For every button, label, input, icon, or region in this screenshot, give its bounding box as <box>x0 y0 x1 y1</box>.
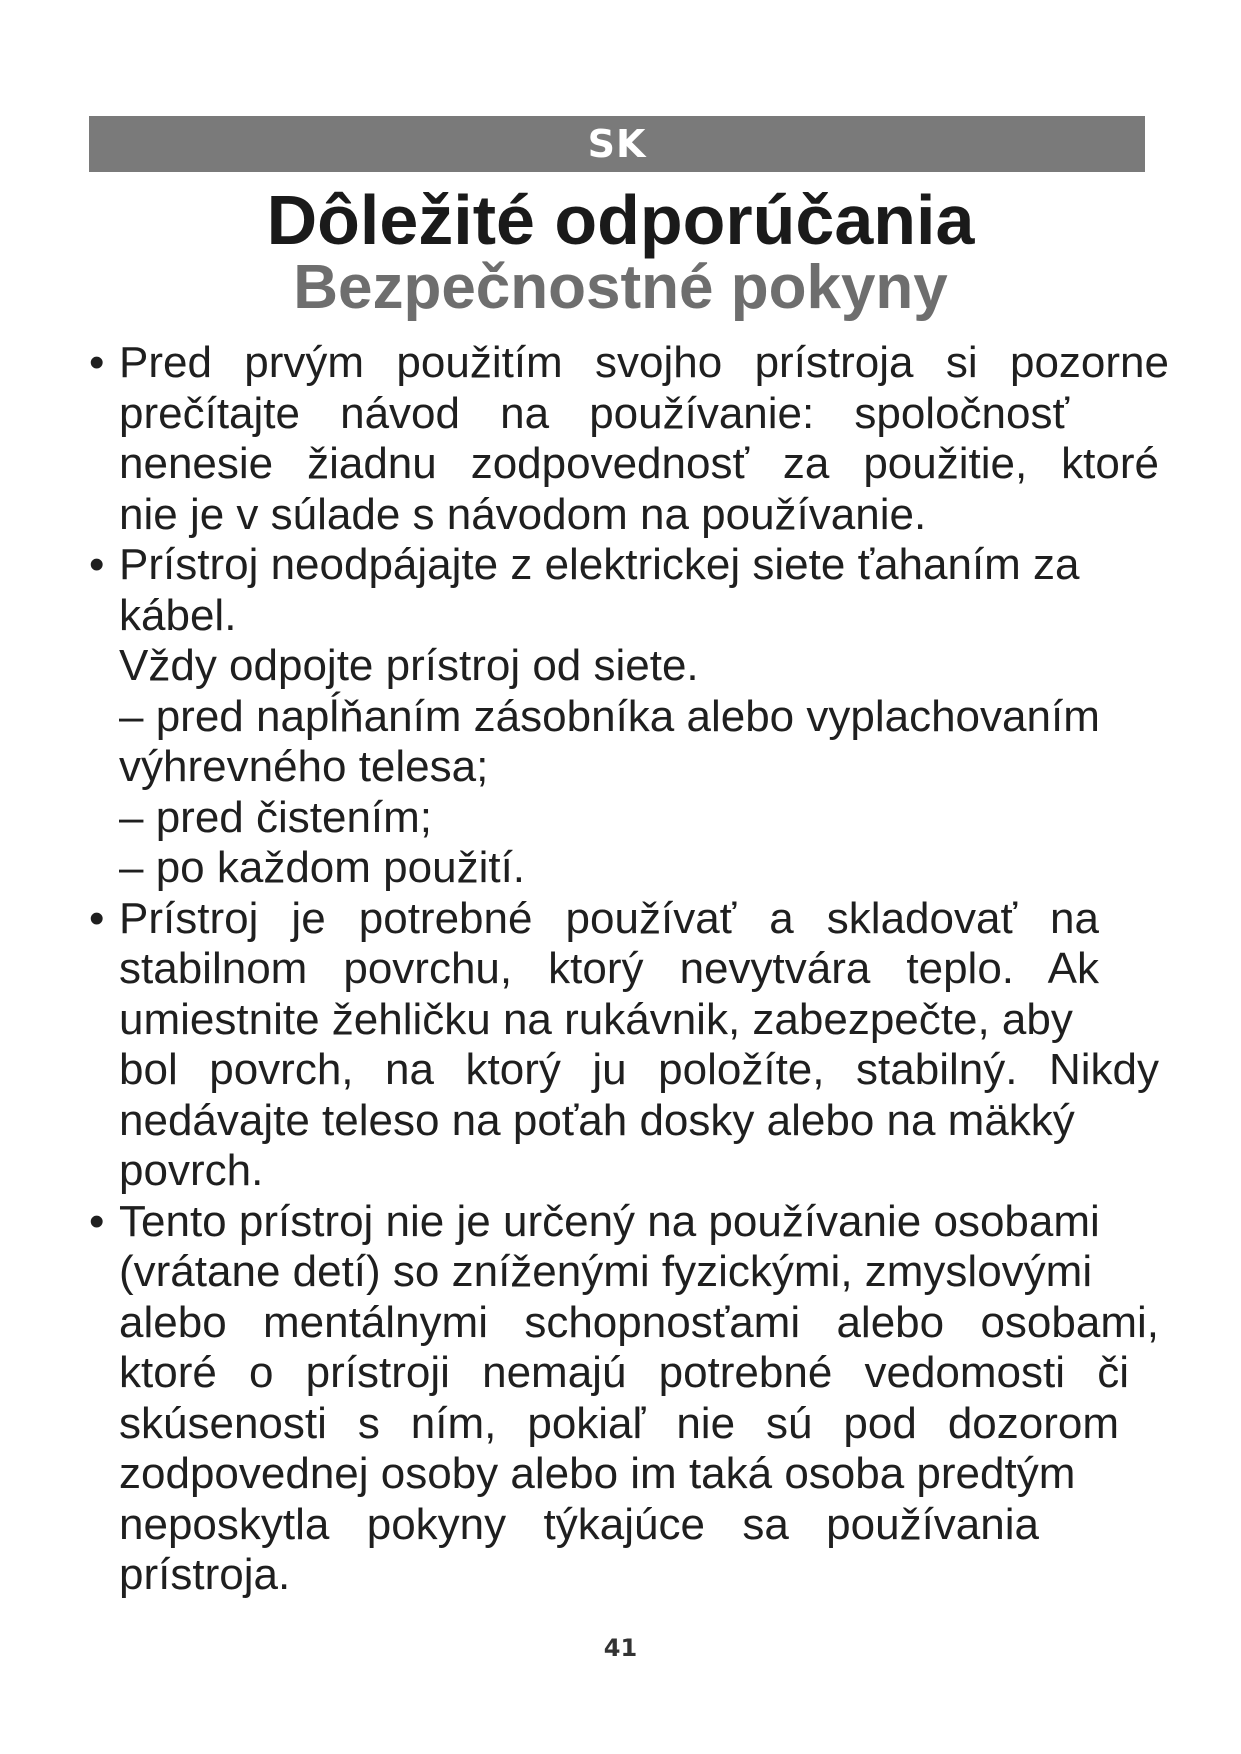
text-line: povrch. <box>119 1146 264 1195</box>
list-item <box>89 540 1169 894</box>
bullet-icon: • <box>89 1196 105 1246</box>
bullet-icon: • <box>89 893 105 943</box>
text-line: Prístroj je potrebné používať a skladovať na <box>119 893 1099 943</box>
page-subtitle: Bezpečnostné pokyny <box>293 253 948 322</box>
page-number: 41 <box>603 1634 638 1662</box>
text-line: skúsenosti s ním, pokiaľ nie sú pod dozorom <box>119 1398 1119 1448</box>
text-line: Tento prístroj nie je určený na používanie osobami <box>119 1196 1100 1246</box>
list-item <box>89 894 1169 1197</box>
page-title: Dôležité odporúčania <box>266 181 975 259</box>
text-line: stabilnom povrchu, ktorý nevytvára teplo. Ak <box>119 944 1099 993</box>
safety-instructions-list <box>89 338 1169 1601</box>
text-line: nenesie žiadnu zodpovednosť za použitie, ktoré <box>119 439 1159 488</box>
text-line: nie je v súlade s návodom na používanie. <box>119 489 927 539</box>
bullet-icon: • <box>89 540 105 589</box>
text-line: nedávajte teleso na poťah dosky alebo na mäkký <box>119 1095 1075 1145</box>
text-line: Pred prvým použitím svojho prístroja si pozorne <box>119 338 1169 387</box>
language-header-bar <box>89 116 1145 172</box>
text-line: zodpovednej osoby alebo im taká osoba predtým <box>119 1449 1076 1498</box>
text-line: bol povrch, na ktorý ju položíte, stabilný. Nikdy <box>119 1045 1159 1094</box>
list-item <box>89 1197 1169 1601</box>
text-line: alebo mentálnymi schopnosťami alebo osobami, <box>119 1297 1159 1347</box>
text-line: kábel. <box>119 590 237 640</box>
text-line: prečítajte návod na používanie: spoločnosť <box>119 388 1069 438</box>
text-line: ktoré o prístroji nemajú potrebné vedomosti či <box>119 1348 1129 1397</box>
text-line: neposkytla pokyny týkajúce sa používania <box>119 1499 1039 1549</box>
bullet-icon: • <box>89 338 105 387</box>
text-line: – po každom použití. <box>119 843 526 892</box>
language-code: SK <box>587 122 647 166</box>
text-line: umiestnite žehličku na rukávnik, zabezpečte, aby <box>119 994 1073 1044</box>
text-line: prístroja. <box>119 1550 291 1599</box>
text-line: – pred napĺňaním zásobníka alebo vyplachovaním <box>119 691 1100 741</box>
text-line: Vždy odpojte prístroj od siete. <box>119 641 699 690</box>
text-line: Prístroj neodpájajte z elektrickej siete ťahaním za <box>119 540 1080 589</box>
text-line: (vrátane detí) so zníženými fyzickými, zmyslovými <box>119 1247 1093 1296</box>
list-item <box>89 338 1169 540</box>
text-line: – pred čistením; <box>119 792 433 842</box>
text-line: výhrevného telesa; <box>119 742 489 791</box>
